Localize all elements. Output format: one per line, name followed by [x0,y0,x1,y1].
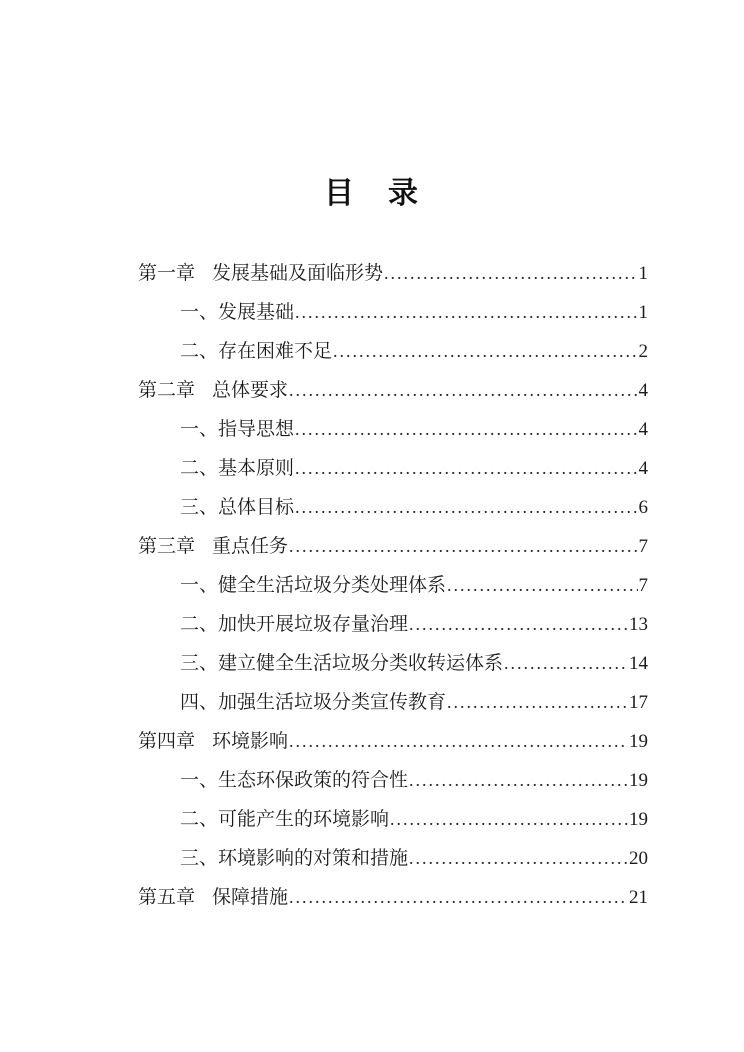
page-number: 6 [638,497,648,518]
dot-leader [295,410,637,449]
toc-entry [138,761,648,800]
dot-leader [295,488,637,527]
dot-leader [289,371,637,410]
toc-entry [138,488,648,527]
toc-entry [138,449,648,488]
entry-number: 二、 [180,341,219,362]
entry-number: 三、 [180,497,219,518]
toc-entry-chapter-5 [138,878,648,917]
entry-title: 保障措施 [212,887,289,908]
entry-number: 第五章 [138,887,196,908]
toc-entry [138,839,648,878]
toc-entry-chapter-2 [138,371,648,410]
page-number: 1 [638,302,648,323]
entry-number: 第四章 [138,731,196,752]
entry-number: 第一章 [138,263,196,284]
entry-title: 健全生活垃圾分类处理体系 [218,575,447,596]
dot-leader [333,332,637,371]
entry-number: 二、 [180,809,219,830]
entry-number: 一、 [180,419,219,440]
entry-title: 环境影响 [212,731,289,752]
dot-leader [384,254,637,293]
page-number: 4 [638,458,648,479]
entry-title: 生态环保政策的符合性 [218,770,409,791]
entry-number: 四、 [180,692,219,713]
entry-number: 三、 [180,653,219,674]
entry-title: 可能产生的环境影响 [218,809,390,830]
page-number: 20 [629,848,648,869]
entry-title: 存在困难不足 [218,341,333,362]
entry-number: 第二章 [138,380,196,401]
page-number: 4 [638,419,648,440]
entry-title: 基本原则 [218,458,295,479]
page-number: 2 [638,341,648,362]
toc-entry [138,410,648,449]
entry-title: 建立健全生活垃圾分类收转运体系 [218,653,504,674]
dot-leader [409,605,628,644]
toc-entry [138,683,648,722]
dot-leader [289,722,628,761]
page-number: 19 [629,770,648,791]
toc-entry [138,332,648,371]
entry-title: 总体目标 [218,497,295,518]
dot-leader [295,293,637,332]
entry-number: 一、 [180,302,219,323]
entry-number: 二、 [180,614,219,635]
dot-leader [289,878,628,917]
toc-entry-chapter-3 [138,527,648,566]
entry-title: 指导思想 [218,419,295,440]
dot-leader [390,800,628,839]
entry-number: 一、 [180,575,219,596]
page-number: 21 [629,887,648,908]
entry-title: 重点任务 [212,536,289,557]
page-number: 1 [638,263,648,284]
entry-number: 三、 [180,848,219,869]
entry-title: 加快开展垃圾存量治理 [218,614,409,635]
dot-leader [504,644,628,683]
entry-title: 发展基础及面临形势 [212,263,384,284]
dot-leader [295,449,637,488]
page-title: 目 录 [324,177,420,210]
entry-title: 总体要求 [212,380,289,401]
page-number: 19 [629,731,648,752]
dot-leader [447,683,628,722]
toc-entry-chapter-1 [138,254,648,293]
page-number: 19 [629,809,648,830]
entry-number: 二、 [180,458,219,479]
toc-entry [138,566,648,605]
toc-entry [138,800,648,839]
toc-entry [138,293,648,332]
entry-number: 第三章 [138,536,196,557]
dot-leader [409,839,628,878]
page-number: 4 [638,380,648,401]
page-number: 13 [629,614,648,635]
entry-number: 一、 [180,770,219,791]
table-of-contents [138,254,648,917]
page-number: 7 [638,536,648,557]
entry-title: 环境影响的对策和措施 [218,848,409,869]
toc-entry-chapter-4 [138,722,648,761]
page-number: 7 [638,575,648,596]
dot-leader [289,527,637,566]
dot-leader [409,761,628,800]
page-number: 17 [629,692,648,713]
toc-entry [138,605,648,644]
entry-title: 加强生活垃圾分类宣传教育 [218,692,447,713]
toc-entry [138,644,648,683]
entry-title: 发展基础 [218,302,295,323]
page-number: 14 [629,653,648,674]
dot-leader [447,566,637,605]
